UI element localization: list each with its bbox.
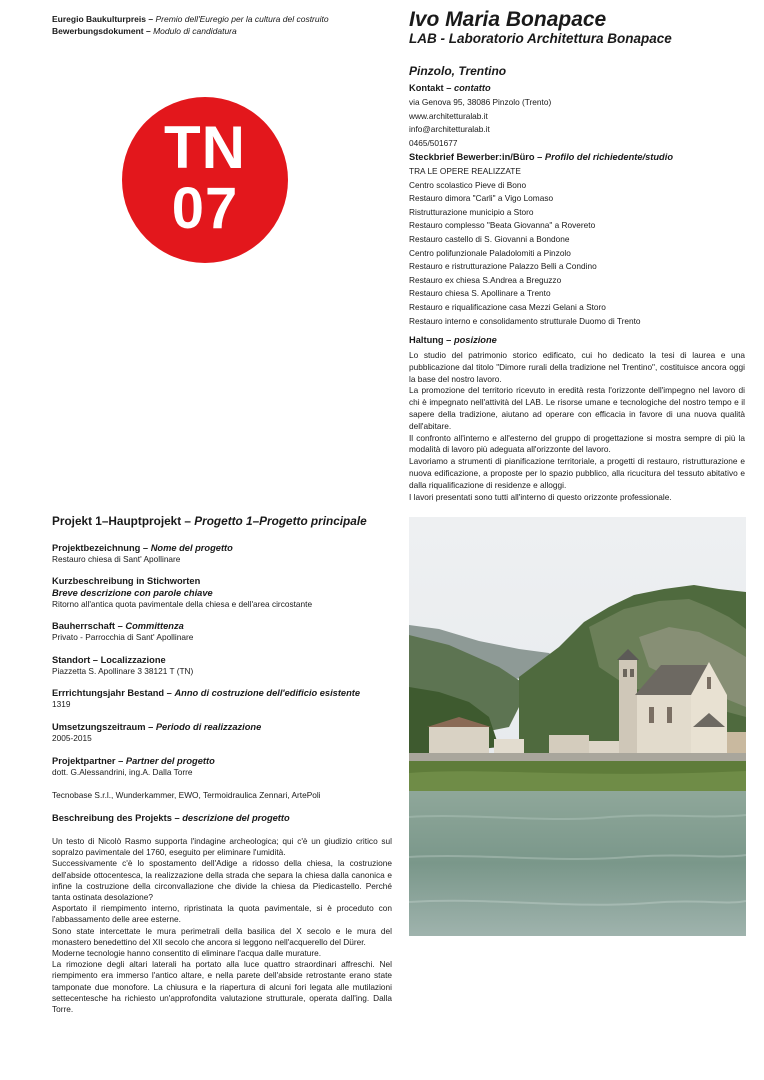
project-desc-label-it: descrizione del progetto	[182, 813, 290, 823]
contact-list	[409, 96, 745, 150]
project-summary-label-de: Kurzbeschreibung in Stichworten	[52, 576, 201, 586]
profile-heading-it: Profilo del richiedente/studio	[544, 152, 673, 162]
project-partner-label-it: Partner del progetto	[125, 756, 215, 766]
header-line1-de: Euregio Baukulturpreis –	[52, 14, 154, 24]
contact-website: www.architetturalab.it	[409, 110, 488, 121]
contact-heading-de: Kontakt –	[409, 83, 452, 93]
project-partner-block	[52, 755, 392, 778]
profile-works-list	[409, 165, 745, 328]
project-name-value: Restauro chiesa di Sant' Apollinare	[52, 554, 181, 564]
stance-heading	[409, 334, 745, 346]
church-landscape-image	[409, 517, 746, 936]
project-photo	[409, 517, 746, 936]
list-item: Restauro chiesa S. Apollinare a Trento	[409, 288, 551, 299]
badge-region: TN	[164, 114, 246, 181]
list-item: Restauro complesso "Beata Giovanna" a Rovereto	[409, 220, 596, 231]
project-period-label-it: Periodo di realizzazione	[155, 722, 262, 732]
project-client-value: Privato - Parrocchia di Sant' Apollinare	[52, 632, 194, 642]
project-location-value: Piazzetta S. Apollinare 3 38121 T (TN)	[52, 666, 194, 676]
entry-badge	[122, 97, 288, 263]
applicant-studio: LAB - Laboratorio Architettura Bonapace	[409, 31, 672, 46]
project-location-label-de: Standort –	[52, 655, 98, 665]
project-summary-label-it: Breve descrizione con parole chiave	[52, 588, 213, 598]
header-line2-it: Modulo di candidatura	[153, 26, 237, 36]
project-client-label-it: Committenza	[125, 621, 184, 631]
project-name-block	[52, 542, 392, 565]
list-item: Ristrutturazione municipio a Storo	[409, 206, 534, 217]
header-line1-it: Premio dell'Euregio per la cultura del costruito	[155, 14, 329, 24]
description-paragraph: Successivamente c'è lo spostamento dell'Adige a ridosso della chiesa, la costruzione dell'abside ottocentesca, la realizzazione della strada che separa la chiesa dalla canonica e infine la costruzione della circonvallazione che divide la chiesa da Piedicastello. Perché tanta ostinata desolazione?	[52, 858, 392, 903]
project-name-label-de: Projektbezeichnung –	[52, 543, 149, 553]
description-paragraph: Un testo di Nicolò Rasmo supporta l'indagine archeologica; qui c'è un giudizio critico sul sopralzo pavimentale del 1760, eseguito per eliminare l'umidità.	[52, 836, 392, 858]
project-summary-value: Ritorno all'antica quota pavimentale della chiesa e dell'area circostante	[52, 599, 313, 609]
description-paragraph: Sono state intercettate le mura perimetrali della basilica del X secolo e le mura del monastero benedettino del XII secolo che ancora si leggono nell'acquerello del Dürer.	[52, 925, 392, 947]
stance-paragraph: Il confronto all'interno e all'esterno del gruppo di progettazione si mostra sempre di più la modalità di lavoro più adeguata all'orizzonte del lavoro.	[409, 432, 745, 455]
list-item: Restauro e riqualificazione casa Mezzi Gelani a Storo	[409, 301, 606, 312]
contact-address: via Genova 95, 38086 Pinzolo (Trento)	[409, 97, 552, 107]
project-location-label-it: Localizzazione	[100, 655, 166, 665]
stance-paragraph: Lavoriamo a strumenti di pianificazione territoriale, a progetti di restauro, ristrutturazione e nuova edificazione, a proposte per lo spazio pubblico, alla ricucitura del tessuto abitativo e dalla riqualificazione di residenze e alloggi.	[409, 456, 745, 490]
applicant-name: Ivo Maria Bonapace	[409, 8, 607, 31]
project-title-it: Progetto 1–Progetto principale	[194, 514, 367, 528]
project-year-label-de: Errrichtungsjahr Bestand –	[52, 688, 172, 698]
project-location-block	[52, 654, 392, 677]
list-item: Centro polifunzionale Paladolomiti a Pinzolo	[409, 247, 571, 258]
project-client-block	[52, 620, 392, 643]
project-title-de: Projekt 1–Hauptprojekt –	[52, 514, 191, 528]
stance-paragraph: Lo studio del patrimonio storico edificato, cui ho dedicato la tesi di laurea e una pubblicazione dal titolo "Dimore rurali della tradizione nel Trentino", costituisce ancora oggi la base del nostro lavoro.	[409, 350, 745, 384]
project-partner-value-2: Tecnobase S.r.l., Wunderkammer, EWO, Termoidraulica Zennari, ArtePoli	[52, 790, 321, 800]
list-item: Restauro dimora "Carli" a Vigo Lomaso	[409, 193, 554, 204]
description-paragraph: Moderne tecnologie hanno consentito di eliminare l'acqua dalle murature.	[52, 948, 322, 959]
stance-paragraph: I lavori presentati sono tutti all'interno di questo orizzonte professionale.	[409, 491, 672, 502]
project-partner-value-1: dott. G.Alessandrini, ing.A. Dalla Torre	[52, 767, 193, 777]
applicant-city: Pinzolo, Trentino	[409, 64, 507, 78]
description-paragraph: Asportato il riempimento interno, ripristinata la quota pavimentale, si è proceduto con l'abbassamento delle aree esterne.	[52, 903, 392, 925]
stance-heading-de: Haltung –	[409, 335, 452, 345]
stance-text	[409, 350, 745, 503]
project-period-value: 2005-2015	[52, 733, 92, 743]
project-name-label-it: Nome del progetto	[150, 543, 233, 553]
profile-heading	[409, 151, 745, 163]
list-item: Restauro e ristrutturazione Palazzo Belli a Condino	[409, 261, 597, 272]
badge-number: 07	[171, 176, 239, 241]
project-year-value: 1319	[52, 699, 71, 709]
project-period-label-de: Umsetzungszeitraum –	[52, 722, 154, 732]
project-summary-block	[52, 575, 392, 610]
contact-heading-it: contatto	[453, 83, 491, 93]
project-year-label-it: Anno di costruzione dell'edificio esistente	[174, 688, 361, 698]
project-client-label-de: Bauherrschaft –	[52, 621, 123, 631]
description-paragraph: La rimozione degli altari laterali ha portato alla luce quattro straordinari affreschi. Nel riempimento era immerso l'antico altare, e nella parete dell'abside retrostante erano state tamponate due monofore. La chiusura e la riapertura di alcuni fori legata alle mutilazioni settecentesche ha richiesto un'approfondita valutazione strutturale, operata dall'ing. Dalla Torre.	[52, 959, 392, 1015]
list-item: Centro scolastico Pieve di Bono	[409, 179, 527, 190]
contact-phone: 0465/501677	[409, 137, 458, 148]
stance-paragraph: La promozione del territorio ricevuto in eredità resta l'orizzonte dell'impegno nel lavoro di chi è impegnato nell'attività del LAB. Le risorse umane e tecnologiche del nostro tempo e il sapere della tradizione, aiutano ad operare con efficacia in favore di una nuova qualità dell'abitare.	[409, 385, 745, 431]
list-item: TRA LE OPERE REALIZZATE	[409, 166, 521, 176]
project-title	[52, 514, 392, 528]
list-item: Restauro ex chiesa S.Andrea a Breguzzo	[409, 274, 562, 285]
project-year-block	[52, 687, 392, 710]
list-item: Restauro castello di S. Giovanni a Bondone	[409, 233, 570, 244]
document-header	[52, 13, 329, 37]
project-partner-label-de: Projektpartner –	[52, 756, 124, 766]
project-period-block	[52, 721, 392, 744]
project-desc-label-de: Beschreibung des Projekts –	[52, 813, 180, 823]
header-line2-de: Bewerbungsdokument –	[52, 26, 151, 36]
profile-heading-de: Steckbrief Bewerber:in/Büro –	[409, 152, 543, 162]
project-desc-heading	[52, 812, 392, 824]
list-item: Restauro interno e consolidamento strutturale Duomo di Trento	[409, 315, 641, 326]
contact-email: info@architetturalab.it	[409, 124, 490, 135]
project-description	[52, 836, 392, 1015]
stance-heading-it: posizione	[453, 335, 497, 345]
contact-heading	[409, 82, 745, 94]
